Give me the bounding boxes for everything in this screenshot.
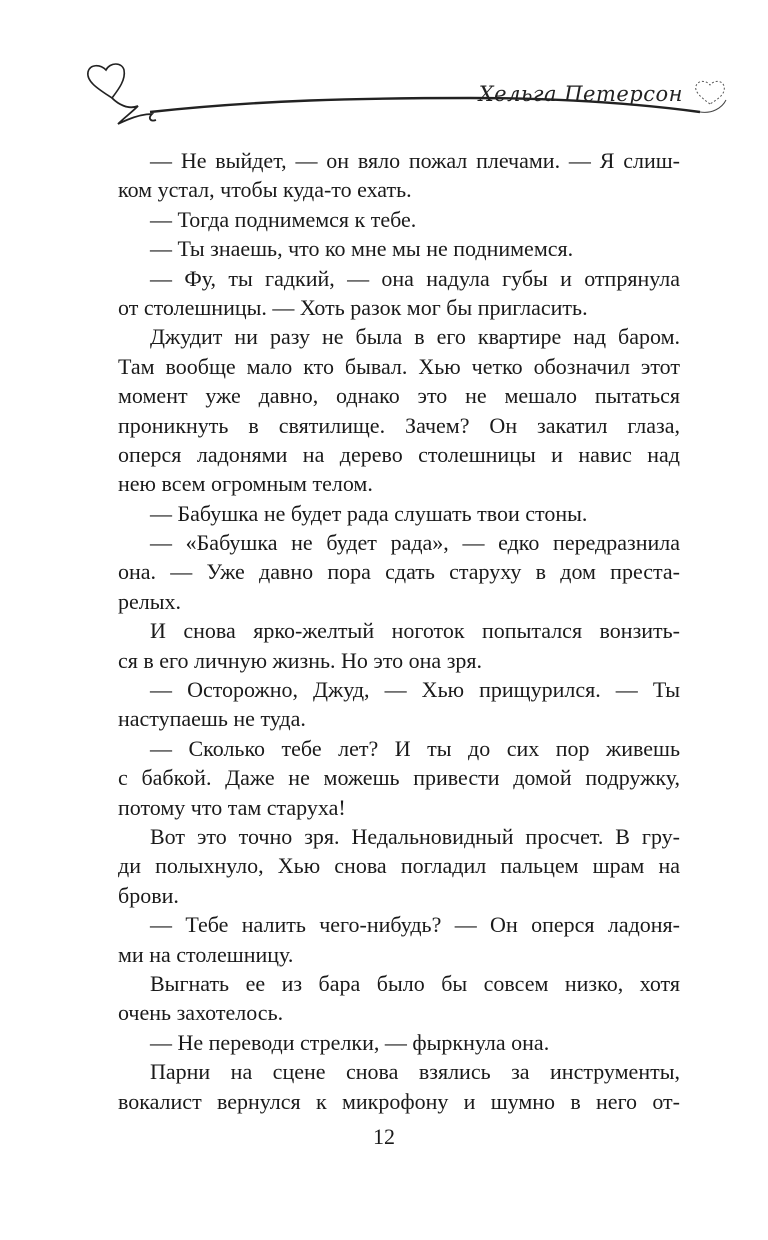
swirl-icon <box>700 100 726 112</box>
text-line: потому что там старуха! <box>118 794 346 820</box>
text-line: нею всем огромным телом. <box>118 471 373 497</box>
text-line: ком устал, чтобы куда-то ехать. <box>118 177 412 203</box>
heart-outline-icon <box>696 81 725 104</box>
text-line: — Бабушка не будет рада слушать твои стоны. <box>150 500 588 526</box>
text-line: с бабкой. Даже не можешь привести домой подружку, <box>118 765 680 791</box>
text-line: проникнуть в святилище. Зачем? Он закатил глаза, <box>118 412 680 438</box>
text-line: — Не переводи стрелки, — фыркнула она. <box>150 1029 550 1055</box>
text-line: — Осторожно, Джуд, — Хью прищурился. — Ты <box>150 677 680 703</box>
text-line: наступаешь не туда. <box>118 706 306 732</box>
text-line: Выгнать ее из бара было бы совсем низко, хотя <box>150 970 680 996</box>
running-head-author: Хельга Петерсон <box>478 82 683 106</box>
text-line: брови. <box>118 882 179 908</box>
text-line: Джудит ни разу не была в его квартире над баром. <box>150 324 680 350</box>
header-ornament <box>0 0 768 140</box>
text-line: — Тебе налить чего-нибудь? — Он оперся ладоня- <box>150 912 680 938</box>
heart-icon <box>88 64 125 98</box>
text-line: Парни на сцене снова взялись за инструменты, <box>150 1059 680 1085</box>
text-line: вокалист вернулся к микрофону и шумно в него от- <box>118 1088 680 1114</box>
text-line: ми на столешницу. <box>118 941 294 967</box>
page-number: 12 <box>373 1124 395 1149</box>
text-line: от столешницы. — Хоть разок мог бы пригласить. <box>118 294 588 320</box>
text-line: И снова ярко-желтый ноготок попытался вонзить- <box>150 618 680 644</box>
text-line: — Тогда поднимемся к тебе. <box>150 206 417 232</box>
text-line: — Фу, ты гадкий, — она надула губы и отпрянула <box>150 265 680 291</box>
text-line: она. — Уже давно пора сдать старуху в дом преста- <box>118 559 680 585</box>
text-line: релых. <box>118 588 182 614</box>
text-line: — Ты знаешь, что ко мне мы не поднимемся. <box>150 236 574 262</box>
text-line: — Не выйдет, — он вяло пожал плечами. — Я слиш- <box>150 148 680 173</box>
text-line: ся в его личную жизнь. Но это она зря. <box>118 647 483 673</box>
text-line: Вот это точно зря. Недальновидный просчет. В гру- <box>150 823 680 849</box>
text-line: очень захотелось. <box>118 1000 284 1026</box>
flourish-icon <box>112 98 156 124</box>
body-text <box>118 146 680 1116</box>
text-line: — Сколько тебе лет? И ты до сих пор живешь <box>150 735 680 761</box>
text-line: оперся ладонями на дерево столешницы и навис над <box>118 441 680 467</box>
text-line: — «Бабушка не будет рада», — едко передразнила <box>150 530 680 556</box>
text-line: момент уже давно, однако это не мешало пытаться <box>118 383 680 409</box>
text-line: ди полыхнуло, Хью снова погладил пальцем шрам на <box>118 853 680 879</box>
text-line: Там вообще мало кто бывал. Хью четко обозначил этот <box>118 353 680 379</box>
